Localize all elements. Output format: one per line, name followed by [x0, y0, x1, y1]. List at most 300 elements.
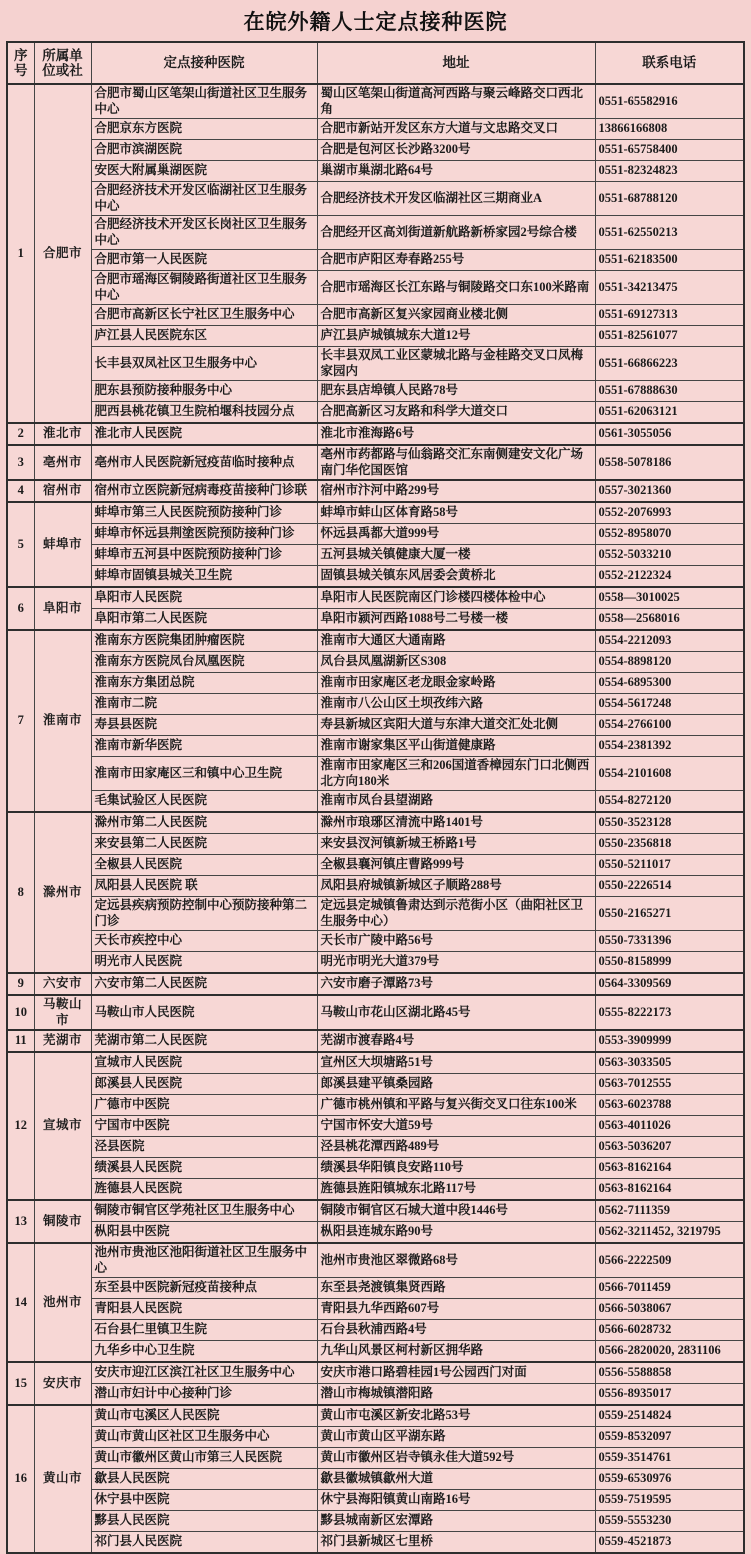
- table-row: [7, 609, 744, 631]
- address-cell: 天长市广陵中路56号: [317, 931, 595, 952]
- hospital-cell: 铜陵市铜官区学苑社区卫生服务中心: [91, 1200, 317, 1222]
- phone-cell: 0556-8935017: [595, 1384, 744, 1406]
- header-row: [7, 42, 744, 84]
- seq-cell: 14: [7, 1243, 34, 1362]
- hospital-cell: 淮南东方医院集团肿瘤医院: [91, 630, 317, 652]
- phone-cell: 0566-5038067: [595, 1299, 744, 1320]
- table-row: [7, 326, 744, 347]
- phone-cell: 0550-2226514: [595, 876, 744, 897]
- hospital-cell: 蚌埠市怀远县荆塗医院预防接种门诊: [91, 524, 317, 545]
- address-cell: 阜阳市颍河西路1088号二号楼一楼: [317, 609, 595, 631]
- seq-cell: 6: [7, 587, 34, 630]
- hospital-cell: 宁国市中医院: [91, 1116, 317, 1137]
- phone-cell: 0552-2122324: [595, 566, 744, 588]
- column-header-2: 定点接种医院: [91, 42, 317, 84]
- city-group: [7, 1200, 744, 1243]
- table-row: [7, 1158, 744, 1179]
- table-row: [7, 587, 744, 609]
- hospital-cell: 郎溪县人民医院: [91, 1074, 317, 1095]
- address-cell: 滁州市琅琊区清流中路1401号: [317, 812, 595, 834]
- seq-cell: 16: [7, 1405, 34, 1553]
- column-header-4: 联系电话: [595, 42, 744, 84]
- phone-cell: 0554-2101608: [595, 757, 744, 791]
- table-row: [7, 673, 744, 694]
- table-row: [7, 897, 744, 931]
- city-cell: 池州市: [34, 1243, 91, 1362]
- address-cell: 池州市贵池区翠微路68号: [317, 1243, 595, 1278]
- hospital-cell: 定远县疾病预防控制中心预防接种第二门诊: [91, 897, 317, 931]
- phone-cell: 0563-8162164: [595, 1158, 744, 1179]
- table-row: [7, 445, 744, 480]
- address-cell: 合肥高新区习友路和科学大道交口: [317, 402, 595, 424]
- hospital-cell: 合肥市高新区长宁社区卫生服务中心: [91, 305, 317, 326]
- hospital-cell: 安医大附属巢湖医院: [91, 161, 317, 182]
- table-row: [7, 652, 744, 673]
- table-row: [7, 1200, 744, 1222]
- table-row: [7, 855, 744, 876]
- phone-cell: 0557-3021360: [595, 480, 744, 502]
- hospital-cell: 黟县人民医院: [91, 1511, 317, 1532]
- table-row: [7, 1116, 744, 1137]
- hospital-cell: 旌德县人民医院: [91, 1179, 317, 1201]
- city-group: [7, 1052, 744, 1200]
- hospital-cell: 休宁县中医院: [91, 1490, 317, 1511]
- hospital-cell: 枞阳县中医院: [91, 1222, 317, 1244]
- table-row: [7, 566, 744, 588]
- address-cell: 阜阳市人民医院南区门诊楼四楼体检中心: [317, 587, 595, 609]
- address-cell: 蚌埠市蚌山区体育路58号: [317, 502, 595, 524]
- address-cell: 黟县城南新区宏潭路: [317, 1511, 595, 1532]
- hospital-cell: 合肥市第一人民医院: [91, 250, 317, 271]
- phone-cell: 0551-66866223: [595, 347, 744, 381]
- phone-cell: 0559-5553230: [595, 1511, 744, 1532]
- phone-cell: 0556-5588858: [595, 1362, 744, 1384]
- city-group: [7, 812, 744, 973]
- address-cell: 淮北市淮海路6号: [317, 423, 595, 445]
- hospital-cell: 芜湖市第二人民医院: [91, 1030, 317, 1052]
- phone-cell: 0566-7011459: [595, 1278, 744, 1299]
- city-cell: 六安市: [34, 973, 91, 995]
- table-row: [7, 995, 744, 1030]
- hospital-cell: 蚌埠市五河县中医院预防接种门诊: [91, 545, 317, 566]
- phone-cell: 0566-2222509: [595, 1243, 744, 1278]
- city-group: [7, 630, 744, 812]
- city-group: [7, 995, 744, 1030]
- table-row: [7, 931, 744, 952]
- hospital-cell: 阜阳市第二人民医院: [91, 609, 317, 631]
- table-row: [7, 1179, 744, 1201]
- phone-cell: 13866166808: [595, 119, 744, 140]
- phone-cell: 0559-6530976: [595, 1469, 744, 1490]
- address-cell: 宿州市汴河中路299号: [317, 480, 595, 502]
- address-cell: 东至县尧渡镇集贤西路: [317, 1278, 595, 1299]
- column-header-0: 序号: [7, 42, 34, 84]
- phone-cell: 0554-8272120: [595, 791, 744, 813]
- phone-cell: 0559-4521873: [595, 1532, 744, 1554]
- city-group: [7, 1243, 744, 1362]
- address-cell: 淮南市田家庵区老龙眼金家岭路: [317, 673, 595, 694]
- hospital-cell: 祁门县人民医院: [91, 1532, 317, 1554]
- table-row: [7, 952, 744, 974]
- hospital-table: [6, 41, 745, 1554]
- address-cell: 潜山市梅城镇潜阳路: [317, 1384, 595, 1406]
- address-cell: 铜陵市铜官区石城大道中段1446号: [317, 1200, 595, 1222]
- hospital-cell: 池州市贵池区池阳街道社区卫生服务中心: [91, 1243, 317, 1278]
- table-row: [7, 347, 744, 381]
- address-cell: 怀远县禹都大道999号: [317, 524, 595, 545]
- address-cell: 合肥市庐阳区寿春路255号: [317, 250, 595, 271]
- hospital-cell: 九华乡中心卫生院: [91, 1341, 317, 1363]
- phone-cell: 0554-6895300: [595, 673, 744, 694]
- phone-cell: 0558—2568016: [595, 609, 744, 631]
- table-row: [7, 271, 744, 305]
- phone-cell: 0551-82324823: [595, 161, 744, 182]
- table-row: [7, 1362, 744, 1384]
- address-cell: 合肥经开区高刘街道新航路新桥家园2号综合楼: [317, 216, 595, 250]
- table-row: [7, 161, 744, 182]
- phone-cell: 0566-2820020, 2831106: [595, 1341, 744, 1363]
- address-cell: 合肥市高新区复兴家园商业楼北侧: [317, 305, 595, 326]
- address-cell: 固镇县城关镇东风居委会黄桥北: [317, 566, 595, 588]
- hospital-cell: 合肥经济技术开发区长岗社区卫生服务中心: [91, 216, 317, 250]
- address-cell: 九华山风景区柯村新区拥华路: [317, 1341, 595, 1363]
- phone-cell: 0563-6023788: [595, 1095, 744, 1116]
- hospital-cell: 绩溪县人民医院: [91, 1158, 317, 1179]
- phone-cell: 0554-5617248: [595, 694, 744, 715]
- hospital-cell: 蚌埠市固镇县城关卫生院: [91, 566, 317, 588]
- phone-cell: 0554-2381392: [595, 736, 744, 757]
- city-cell: 蚌埠市: [34, 502, 91, 587]
- column-header-1: 所属单位或社: [34, 42, 91, 84]
- hospital-cell: 潜山市妇计中心接种门诊: [91, 1384, 317, 1406]
- table-row: [7, 757, 744, 791]
- hospital-cell: 合肥市蜀山区笔架山街道社区卫生服务中心: [91, 84, 317, 119]
- hospital-cell: 寿县县医院: [91, 715, 317, 736]
- table-row: [7, 1095, 744, 1116]
- phone-cell: 0551-82561077: [595, 326, 744, 347]
- table-row: [7, 402, 744, 424]
- city-group: [7, 587, 744, 630]
- phone-cell: 0554-2212093: [595, 630, 744, 652]
- hospital-cell: 淮南市新华医院: [91, 736, 317, 757]
- phone-cell: 0551-65758400: [595, 140, 744, 161]
- table-row: [7, 423, 744, 445]
- phone-cell: 0558—3010025: [595, 587, 744, 609]
- hospital-cell: 泾县医院: [91, 1137, 317, 1158]
- table-row: [7, 1030, 744, 1052]
- phone-cell: 0550-7331396: [595, 931, 744, 952]
- hospital-cell: 宿州市立医院新冠病毒疫苗接种门诊联: [91, 480, 317, 502]
- hospital-cell: 滁州市第二人民医院: [91, 812, 317, 834]
- phone-cell: 0559-8532097: [595, 1427, 744, 1448]
- address-cell: 宁国市怀安大道59号: [317, 1116, 595, 1137]
- seq-cell: 9: [7, 973, 34, 995]
- table-row: [7, 1511, 744, 1532]
- hospital-cell: 肥东县预防接种服务中心: [91, 381, 317, 402]
- hospital-cell: 来安县第二人民医院: [91, 834, 317, 855]
- phone-cell: 0563-5036207: [595, 1137, 744, 1158]
- phone-cell: 0552-2076993: [595, 502, 744, 524]
- city-group: [7, 84, 744, 423]
- address-cell: 长丰县双凤工业区蒙城北路与金桂路交叉口凤梅家园内: [317, 347, 595, 381]
- address-cell: 合肥市新站开发区东方大道与文忠路交叉口: [317, 119, 595, 140]
- address-cell: 淮南市田家庵区三和206国道香樟园东门口北侧西北方向180米: [317, 757, 595, 791]
- table-row: [7, 973, 744, 995]
- phone-cell: 0562-7111359: [595, 1200, 744, 1222]
- address-cell: 合肥是包河区长沙路3200号: [317, 140, 595, 161]
- hospital-cell: 广德市中医院: [91, 1095, 317, 1116]
- hospital-cell: 凤阳县人民医院 联: [91, 876, 317, 897]
- phone-cell: 0551-62063121: [595, 402, 744, 424]
- city-cell: 滁州市: [34, 812, 91, 973]
- table-row: [7, 812, 744, 834]
- table-row: [7, 736, 744, 757]
- city-group: [7, 502, 744, 587]
- city-group: [7, 973, 744, 995]
- table-row: [7, 791, 744, 813]
- address-cell: 寿县新城区宾阳大道与东津大道交汇处北侧: [317, 715, 595, 736]
- address-cell: 黄山市黄山区平湖东路: [317, 1427, 595, 1448]
- hospital-cell: 全椒县人民医院: [91, 855, 317, 876]
- city-group: [7, 1405, 744, 1553]
- hospital-cell: 淮南市田家庵区三和镇中心卫生院: [91, 757, 317, 791]
- address-cell: 旌德县旌阳镇城东北路117号: [317, 1179, 595, 1201]
- column-header-3: 地址: [317, 42, 595, 84]
- hospital-cell: 亳州市人民医院新冠疫苗临时接种点: [91, 445, 317, 480]
- hospital-cell: 淮南市二院: [91, 694, 317, 715]
- address-cell: 青阳县九华西路607号: [317, 1299, 595, 1320]
- hospital-cell: 石台县仁里镇卫生院: [91, 1320, 317, 1341]
- table-row: [7, 1299, 744, 1320]
- phone-cell: 0555-8222173: [595, 995, 744, 1030]
- seq-cell: 8: [7, 812, 34, 973]
- table-row: [7, 1490, 744, 1511]
- address-cell: 休宁县海阳镇黄山南路16号: [317, 1490, 595, 1511]
- address-cell: 宣州区大坝塘路51号: [317, 1052, 595, 1074]
- phone-cell: 0551-62183500: [595, 250, 744, 271]
- hospital-cell: 合肥经济技术开发区临湖社区卫生服务中心: [91, 182, 317, 216]
- hospital-cell: 明光市人民医院: [91, 952, 317, 974]
- hospital-cell: 长丰县双凤社区卫生服务中心: [91, 347, 317, 381]
- phone-cell: 0551-65582916: [595, 84, 744, 119]
- hospital-cell: 六安市第二人民医院: [91, 973, 317, 995]
- hospital-cell: 宣城市人民医院: [91, 1052, 317, 1074]
- city-cell: 宿州市: [34, 480, 91, 502]
- table-row: [7, 1137, 744, 1158]
- seq-cell: 2: [7, 423, 34, 445]
- address-cell: 芜湖市渡春路4号: [317, 1030, 595, 1052]
- hospital-cell: 安庆市迎江区滨江社区卫生服务中心: [91, 1362, 317, 1384]
- seq-cell: 10: [7, 995, 34, 1030]
- hospital-cell: 淮北市人民医院: [91, 423, 317, 445]
- table-row: [7, 1243, 744, 1278]
- phone-cell: 0554-2766100: [595, 715, 744, 736]
- seq-cell: 5: [7, 502, 34, 587]
- phone-cell: 0559-7519595: [595, 1490, 744, 1511]
- address-cell: 黄山市屯溪区新安北路53号: [317, 1405, 595, 1427]
- table-row: [7, 250, 744, 271]
- address-cell: 六安市磨子潭路73号: [317, 973, 595, 995]
- city-group: [7, 423, 744, 445]
- hospital-cell: 淮南东方医院凤台凤凰医院: [91, 652, 317, 673]
- hospital-cell: 歙县人民医院: [91, 1469, 317, 1490]
- phone-cell: 0563-7012555: [595, 1074, 744, 1095]
- address-cell: 来安县汊河镇新城王桥路1号: [317, 834, 595, 855]
- table-row: [7, 1427, 744, 1448]
- city-cell: 宣城市: [34, 1052, 91, 1200]
- table-row: [7, 119, 744, 140]
- hospital-cell: 蚌埠市第三人民医院预防接种门诊: [91, 502, 317, 524]
- table-row: [7, 876, 744, 897]
- city-cell: 马鞍山市: [34, 995, 91, 1030]
- table-row: [7, 305, 744, 326]
- phone-cell: 0551-68788120: [595, 182, 744, 216]
- address-cell: 肥东县店埠镇人民路78号: [317, 381, 595, 402]
- address-cell: 合肥市瑶海区长江东路与铜陵路交口东100米路南: [317, 271, 595, 305]
- seq-cell: 13: [7, 1200, 34, 1243]
- address-cell: 郎溪县建平镇桑园路: [317, 1074, 595, 1095]
- city-group: [7, 1030, 744, 1052]
- seq-cell: 11: [7, 1030, 34, 1052]
- table-row: [7, 630, 744, 652]
- city-cell: 亳州市: [34, 445, 91, 480]
- address-cell: 淮南市大通区大通南路: [317, 630, 595, 652]
- phone-cell: 0559-3514761: [595, 1448, 744, 1469]
- phone-cell: 0566-6028732: [595, 1320, 744, 1341]
- city-cell: 合肥市: [34, 84, 91, 423]
- phone-cell: 0558-5078186: [595, 445, 744, 480]
- city-group: [7, 445, 744, 480]
- hospital-cell: 马鞍山市人民医院: [91, 995, 317, 1030]
- city-cell: 阜阳市: [34, 587, 91, 630]
- table-row: [7, 1405, 744, 1427]
- address-cell: 庐江县庐城镇城东大道12号: [317, 326, 595, 347]
- hospital-cell: 庐江县人民医院东区: [91, 326, 317, 347]
- address-cell: 五河县城关镇健康大厦一楼: [317, 545, 595, 566]
- table-row: [7, 1532, 744, 1554]
- table-row: [7, 84, 744, 119]
- address-cell: 枞阳县连城东路90号: [317, 1222, 595, 1244]
- table-row: [7, 715, 744, 736]
- phone-cell: 0559-2514824: [595, 1405, 744, 1427]
- address-cell: 合肥经济技术开发区临湖社区三期商业A: [317, 182, 595, 216]
- hospital-cell: 黄山市黄山区社区卫生服务中心: [91, 1427, 317, 1448]
- address-cell: 蜀山区笔架山街道高河西路与聚云峰路交口西北角: [317, 84, 595, 119]
- city-cell: 淮南市: [34, 630, 91, 812]
- phone-cell: 0553-3909999: [595, 1030, 744, 1052]
- table-row: [7, 216, 744, 250]
- table-row: [7, 502, 744, 524]
- city-cell: 淮北市: [34, 423, 91, 445]
- address-cell: 绩溪县华阳镇良安路110号: [317, 1158, 595, 1179]
- table-row: [7, 1384, 744, 1406]
- hospital-cell: 合肥市滨湖医院: [91, 140, 317, 161]
- table-row: [7, 524, 744, 545]
- table-row: [7, 182, 744, 216]
- address-cell: 凤台县凤凰湖新区S308: [317, 652, 595, 673]
- table-row: [7, 1074, 744, 1095]
- table-row: [7, 545, 744, 566]
- phone-cell: 0551-62550213: [595, 216, 744, 250]
- phone-cell: 0550-3523128: [595, 812, 744, 834]
- city-group: [7, 1362, 744, 1405]
- hospital-cell: 黄山市徽州区黄山市第三人民医院: [91, 1448, 317, 1469]
- seq-cell: 3: [7, 445, 34, 480]
- city-cell: 芜湖市: [34, 1030, 91, 1052]
- address-cell: 歙县徽城镇歙州大道: [317, 1469, 595, 1490]
- address-cell: 淮南市凤台县望湖路: [317, 791, 595, 813]
- table-row: [7, 1278, 744, 1299]
- address-cell: 明光市明光大道379号: [317, 952, 595, 974]
- address-cell: 淮南市谢家集区平山街道健康路: [317, 736, 595, 757]
- phone-cell: 0550-5211017: [595, 855, 744, 876]
- seq-cell: 7: [7, 630, 34, 812]
- address-cell: 广德市桃州镇和平路与复兴街交叉口往东100米: [317, 1095, 595, 1116]
- table-header: [7, 42, 744, 84]
- phone-cell: 0550-2165271: [595, 897, 744, 931]
- address-cell: 亳州市药都路与仙翁路交汇东南侧建安文化广场南门华佗国医馆: [317, 445, 595, 480]
- city-cell: 黄山市: [34, 1405, 91, 1553]
- phone-cell: 0563-4011026: [595, 1116, 744, 1137]
- address-cell: 巢湖市巢湖北路64号: [317, 161, 595, 182]
- phone-cell: 0563-8162164: [595, 1179, 744, 1201]
- address-cell: 凤阳县府城镇新城区子顺路288号: [317, 876, 595, 897]
- hospital-cell: 合肥京东方医院: [91, 119, 317, 140]
- phone-cell: 0550-2356818: [595, 834, 744, 855]
- hospital-cell: 肥西县桃花镇卫生院柏堰科技园分点: [91, 402, 317, 424]
- address-cell: 黄山市徽州区岩寺镇永佳大道592号: [317, 1448, 595, 1469]
- phone-cell: 0551-67888630: [595, 381, 744, 402]
- table-row: [7, 834, 744, 855]
- table-row: [7, 1222, 744, 1244]
- table-row: [7, 694, 744, 715]
- hospital-cell: 合肥市瑶海区铜陵路街道社区卫生服务中心: [91, 271, 317, 305]
- table-row: [7, 1469, 744, 1490]
- phone-cell: 0554-8898120: [595, 652, 744, 673]
- phone-cell: 0563-3033505: [595, 1052, 744, 1074]
- table-row: [7, 140, 744, 161]
- table-row: [7, 480, 744, 502]
- table-row: [7, 381, 744, 402]
- hospital-cell: 淮南东方集团总院: [91, 673, 317, 694]
- table-row: [7, 1320, 744, 1341]
- hospital-cell: 黄山市屯溪区人民医院: [91, 1405, 317, 1427]
- phone-cell: 0562-3211452, 3219795: [595, 1222, 744, 1244]
- seq-cell: 15: [7, 1362, 34, 1405]
- seq-cell: 12: [7, 1052, 34, 1200]
- address-cell: 安庆市港口路碧桂园1号公园西门对面: [317, 1362, 595, 1384]
- page-title: 在皖外籍人士定点接种医院: [243, 10, 508, 34]
- seq-cell: 4: [7, 480, 34, 502]
- phone-cell: 0552-8958070: [595, 524, 744, 545]
- hospital-cell: 阜阳市人民医院: [91, 587, 317, 609]
- hospital-cell: 东至县中医院新冠疫苗接种点: [91, 1278, 317, 1299]
- table-row: [7, 1448, 744, 1469]
- phone-cell: 0552-5033210: [595, 545, 744, 566]
- address-cell: 定远县定城镇鲁肃达到示范街小区（曲阳社区卫生服务中心）: [317, 897, 595, 931]
- phone-cell: 0564-3309569: [595, 973, 744, 995]
- address-cell: 全椒县襄河镇庄曹路999号: [317, 855, 595, 876]
- city-group: [7, 480, 744, 502]
- hospital-cell: 天长市疾控中心: [91, 931, 317, 952]
- city-cell: 安庆市: [34, 1362, 91, 1405]
- address-cell: 祁门县新城区七里桥: [317, 1532, 595, 1554]
- hospital-cell: 毛集试验区人民医院: [91, 791, 317, 813]
- table-row: [7, 1052, 744, 1074]
- phone-cell: 0551-34213475: [595, 271, 744, 305]
- phone-cell: 0561-3055056: [595, 423, 744, 445]
- hospital-cell: 青阳县人民医院: [91, 1299, 317, 1320]
